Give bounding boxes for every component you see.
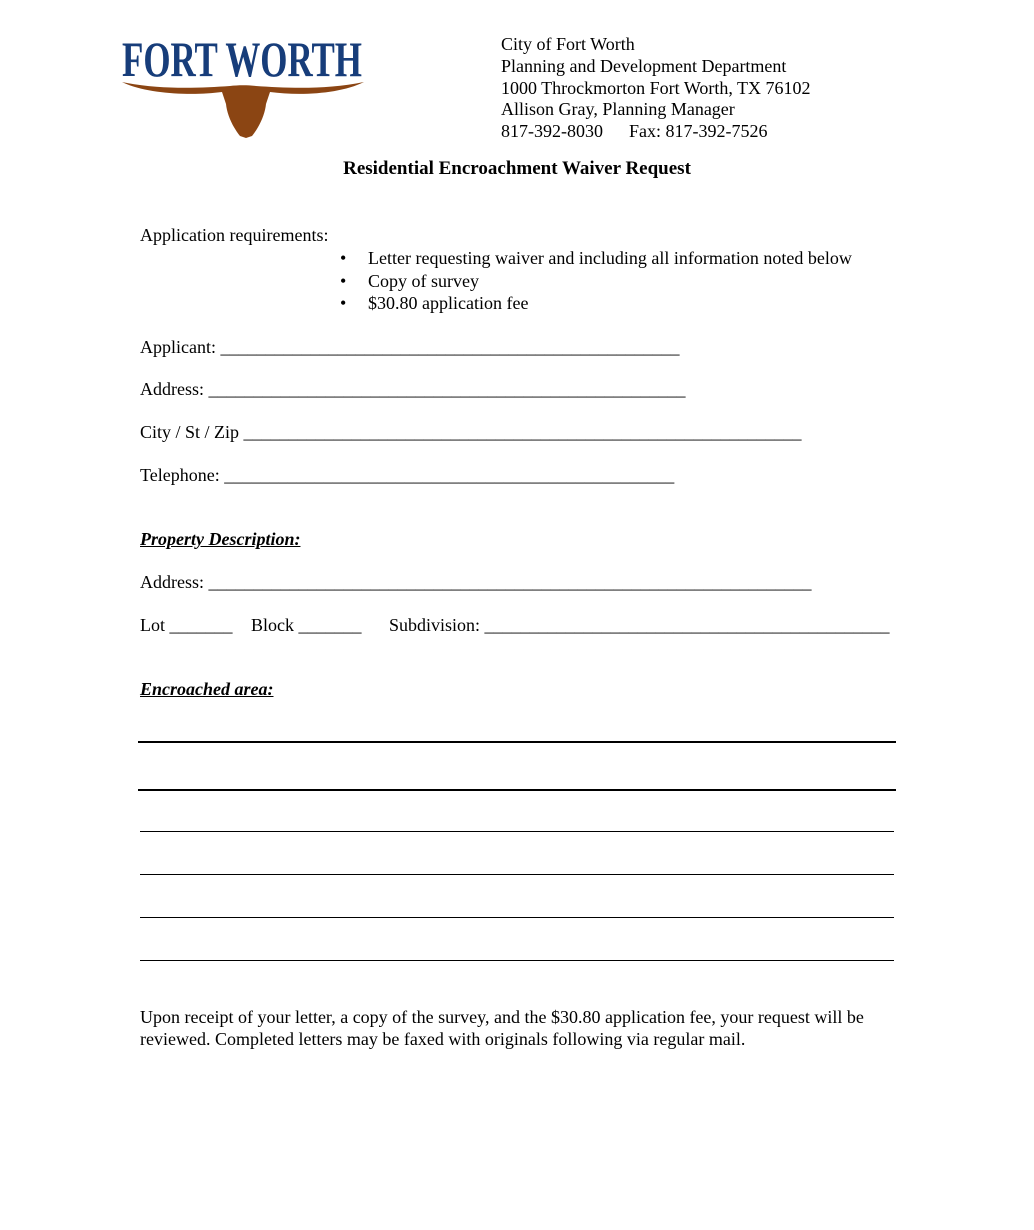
encroached-line[interactable] xyxy=(138,741,896,743)
dept-phone: 817-392-8030 xyxy=(501,121,603,141)
property-description-heading: Property Description: xyxy=(140,529,301,549)
subdivision-field[interactable]: Subdivision: _____________________________________________ xyxy=(389,615,890,635)
encroached-line[interactable] xyxy=(138,789,896,791)
footer-instructions: Upon receipt of your letter, a copy of the survey, and the $30.80 application fee, your request will be reviewed. Completed letters may be faxed with originals following via regular mail. xyxy=(140,1007,864,1049)
address-field[interactable]: Address: _____________________________________________________ xyxy=(140,379,686,399)
city-state-zip-field[interactable]: City / St / Zip ______________________________________________________________ xyxy=(140,422,802,442)
block-field[interactable]: Block _______ xyxy=(251,615,362,635)
bullet: • xyxy=(340,271,347,291)
bullet: • xyxy=(340,293,347,313)
bullet: • xyxy=(340,248,347,268)
encroached-line[interactable] xyxy=(140,917,894,918)
dept-name: Planning and Development Department xyxy=(501,56,787,76)
encroached-area-heading: Encroached area: xyxy=(140,679,274,699)
requirement-item: Copy of survey xyxy=(368,271,479,291)
form-title: Residential Encroachment Waiver Request xyxy=(343,158,691,179)
dept-fax: Fax: 817-392-7526 xyxy=(629,121,768,141)
dept-address: 1000 Throckmorton Fort Worth, TX 76102 xyxy=(501,78,811,98)
requirement-item: $30.80 application fee xyxy=(368,293,529,313)
applicant-field[interactable]: Applicant: ___________________________________________________ xyxy=(140,337,680,357)
property-address-field[interactable]: Address: ___________________________________________________________________ xyxy=(140,572,812,592)
lot-field[interactable]: Lot _______ xyxy=(140,615,233,635)
fort-worth-logo xyxy=(120,30,366,142)
svg-text:FORT WORTH: FORT WORTH xyxy=(122,31,363,87)
requirement-item: Letter requesting waiver and including all information noted below xyxy=(368,248,852,268)
dept-manager: Allison Gray, Planning Manager xyxy=(501,99,735,119)
encroached-line[interactable] xyxy=(140,960,894,961)
encroached-line[interactable] xyxy=(140,831,894,832)
encroached-line[interactable] xyxy=(140,874,894,875)
requirements-label: Application requirements: xyxy=(140,225,329,245)
dept-city: City of Fort Worth xyxy=(501,34,635,54)
telephone-field[interactable]: Telephone: __________________________________________________ xyxy=(140,465,675,485)
